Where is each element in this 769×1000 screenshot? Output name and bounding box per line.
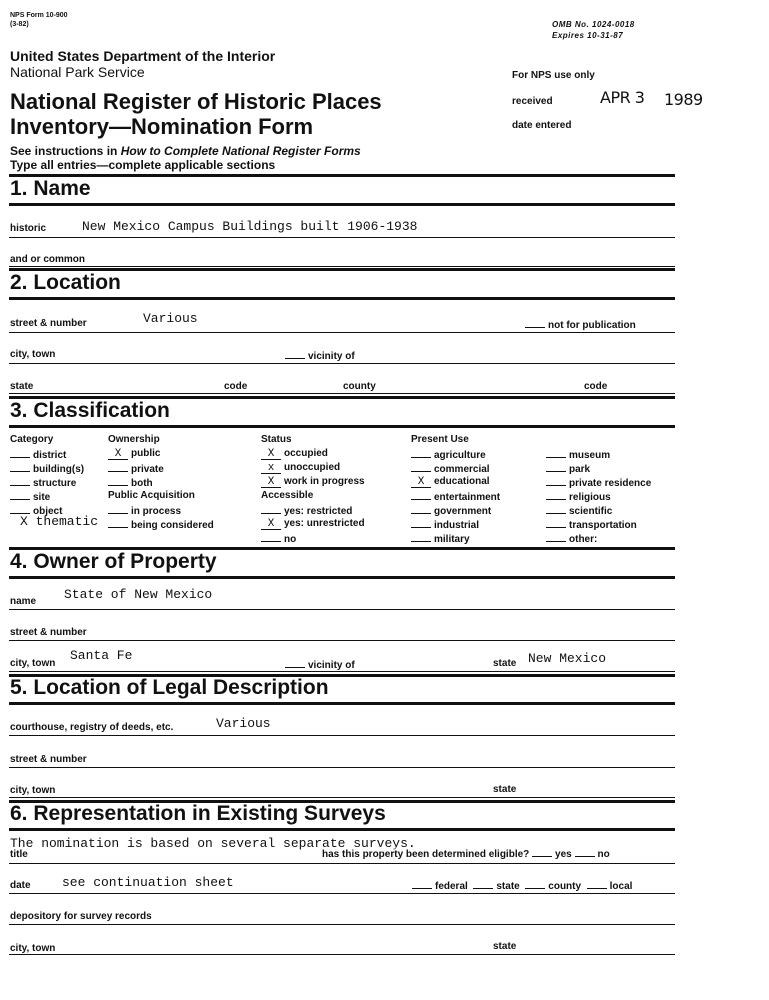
section-1-top-rule	[9, 174, 675, 177]
street-line	[9, 332, 675, 333]
use-commercial[interactable]: commercial	[411, 462, 490, 475]
category-thematic[interactable]: X thematic	[20, 514, 99, 529]
use-private-residence[interactable]: private residence	[546, 476, 651, 489]
courthouse-value[interactable]: Various	[216, 716, 271, 731]
section-6-heading: 6. Representation in Existing Surveys	[10, 802, 386, 825]
owner-street-label: street & number	[10, 627, 87, 638]
service-name: National Park Service	[10, 64, 145, 80]
section-1-heading: 1. Name	[10, 177, 91, 200]
eligible-question: has this property been determined eligible? yes no	[322, 849, 610, 860]
common-name-label: and or common	[10, 254, 86, 265]
category-buildings[interactable]: building(s)	[10, 462, 84, 475]
acquisition-being-considered[interactable]: being considered	[108, 518, 214, 531]
historic-name-value[interactable]: New Mexico Campus Buildings built 1906-1938	[82, 219, 418, 234]
use-agriculture[interactable]: agriculture	[411, 448, 486, 461]
use-park[interactable]: park	[546, 462, 590, 475]
owner-name-value[interactable]: State of New Mexico	[64, 587, 213, 602]
ownership-private[interactable]: private	[108, 462, 164, 475]
state-line	[9, 393, 675, 394]
section-4-heading: 4. Owner of Property	[10, 550, 217, 573]
survey-date-value[interactable]: see continuation sheet	[62, 875, 234, 890]
status-occupied[interactable]: X occupied	[261, 448, 328, 460]
use-other[interactable]: other:	[546, 532, 597, 545]
not-for-publication[interactable]: not for publication	[525, 318, 636, 331]
survey-title-line	[9, 863, 675, 864]
accessible-heading: Accessible	[261, 490, 314, 501]
depository-city-label: city, town	[10, 943, 56, 954]
county-label: county	[343, 381, 376, 392]
category-district[interactable]: district	[10, 448, 66, 461]
historic-line	[9, 237, 675, 238]
depository-label: depository for survey records	[10, 911, 152, 922]
form-title-line1: National Register of Historic Places	[10, 89, 382, 114]
form-title-line2: Inventory—Nomination Form	[10, 114, 314, 139]
legal-state-label: state	[493, 784, 517, 795]
depository-city-line	[9, 954, 675, 955]
category-structure[interactable]: structure	[10, 476, 76, 489]
vicinity-of-label: vicinity of	[285, 349, 355, 362]
state-label: state	[10, 381, 34, 392]
courthouse-label: courthouse, registry of deeds, etc.	[10, 722, 174, 733]
expiration-date: Expires 10-31-87	[552, 31, 624, 40]
acquisition-in-process[interactable]: in process	[108, 504, 181, 517]
county-code-label: code	[584, 381, 608, 392]
ownership-heading: Ownership	[108, 434, 160, 445]
section-3-heading: 3. Classification	[10, 399, 170, 422]
owner-name-label: name	[10, 596, 37, 607]
use-educational[interactable]: X educational	[411, 476, 490, 488]
section-4-bottom-rule	[9, 576, 675, 579]
instructions-line2: Type all entries—complete applicable sections	[10, 158, 276, 172]
common-name-line	[9, 266, 675, 267]
city-town-label: city, town	[10, 349, 56, 360]
accessible-no[interactable]: no	[261, 532, 296, 545]
use-industrial[interactable]: industrial	[411, 518, 479, 531]
form-number: NPS Form 10-900	[10, 12, 68, 19]
use-museum[interactable]: museum	[546, 448, 610, 461]
depository-state-label: state	[493, 941, 517, 952]
owner-name-line	[9, 609, 675, 610]
section-5-bottom-rule	[9, 702, 675, 705]
survey-level-options[interactable]: federal state county local	[412, 879, 632, 892]
received-stamp-year: 1989	[664, 90, 703, 109]
section-2-bottom-rule	[9, 297, 675, 300]
use-scientific[interactable]: scientific	[546, 504, 612, 517]
code-label: code	[224, 381, 248, 392]
street-number-value[interactable]: Various	[143, 311, 198, 326]
survey-title-value[interactable]: The nomination is based on several separate surveys.	[10, 836, 416, 851]
owner-state-value[interactable]: New Mexico	[528, 651, 607, 666]
use-religious[interactable]: religious	[546, 490, 611, 503]
nps-use-label: For NPS use only	[512, 70, 595, 81]
legal-street-label: street & number	[10, 754, 87, 765]
ownership-both[interactable]: both	[108, 476, 153, 489]
use-military[interactable]: military	[411, 532, 470, 545]
section-1-bottom-rule	[9, 203, 675, 206]
received-stamp-date: APR 3	[600, 88, 645, 107]
legal-street-line	[9, 767, 675, 768]
owner-street-line	[9, 640, 675, 641]
accessible-restricted[interactable]: yes: restricted	[261, 504, 352, 517]
section-6-bottom-rule	[9, 828, 675, 831]
owner-city-label: city, town	[10, 658, 56, 669]
public-acquisition-heading: Public Acquisition	[108, 490, 195, 501]
accessible-unrestricted[interactable]: X yes: unrestricted	[261, 518, 365, 530]
section-2-heading: 2. Location	[10, 271, 121, 294]
ownership-public[interactable]: X public	[108, 448, 160, 460]
category-site[interactable]: site	[10, 490, 50, 503]
department-name: United States Department of the Interior	[10, 48, 276, 64]
owner-state-label: state	[493, 658, 517, 669]
owner-city-value[interactable]: Santa Fe	[70, 648, 133, 663]
section-5-heading: 5. Location of Legal Description	[10, 676, 329, 699]
date-entered-label: date entered	[512, 120, 572, 131]
survey-date-line	[9, 893, 675, 894]
form-revision: (3-82)	[10, 21, 29, 28]
use-entertainment[interactable]: entertainment	[411, 490, 500, 503]
present-use-heading: Present Use	[411, 434, 469, 445]
historic-label: historic	[10, 223, 47, 234]
use-transportation[interactable]: transportation	[546, 518, 637, 531]
owner-vicinity-label: vicinity of	[285, 658, 355, 671]
legal-city-label: city, town	[10, 785, 56, 796]
city-line	[9, 363, 675, 364]
status-unoccupied[interactable]: x unoccupied	[261, 462, 340, 474]
instructions-line1: See instructions in How to Complete National Register Forms	[10, 144, 361, 158]
category-object[interactable]: object	[10, 504, 62, 517]
use-government[interactable]: government	[411, 504, 491, 517]
owner-city-line	[9, 671, 675, 672]
section-3-bottom-rule	[9, 425, 675, 428]
courthouse-line	[9, 735, 675, 736]
depository-line	[9, 924, 675, 925]
legal-city-line	[9, 797, 675, 798]
status-heading: Status	[261, 434, 292, 445]
survey-date-label: date	[10, 880, 31, 891]
survey-title-label: title	[10, 849, 28, 860]
category-heading: Category	[10, 434, 54, 445]
street-number-label: street & number	[10, 318, 87, 329]
omb-number: OMB No. 1024-0018	[552, 20, 635, 29]
status-work-in-progress[interactable]: X work in progress	[261, 476, 365, 488]
received-label: received	[512, 96, 553, 107]
